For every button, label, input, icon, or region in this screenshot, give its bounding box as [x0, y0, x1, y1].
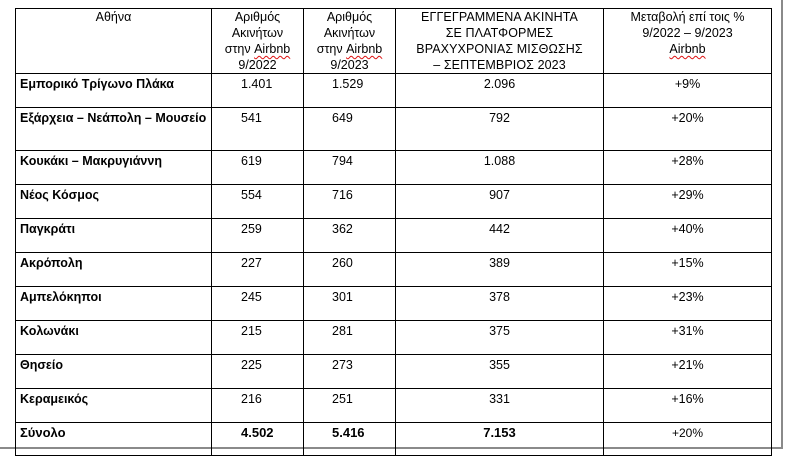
area-cell: Θησείο: [16, 355, 212, 389]
area-cell: Ακρόπολη: [16, 253, 212, 287]
header-airbnb-2022-line1: Αριθμός: [234, 10, 281, 24]
header-listed-line1: ΕΓΓΕΓΡΑΜΜΕΝΑ ΑΚΙΝΗΤΑ: [421, 10, 578, 24]
change-cell: +23%: [604, 287, 772, 321]
table-row: [16, 355, 772, 389]
header-airbnb-2022-line3: στην: [224, 42, 255, 56]
airbnb-2023-cell: 301: [304, 287, 396, 321]
change-cell: +31%: [604, 321, 772, 355]
total-airbnb-2023-cell: 5.416: [304, 423, 396, 456]
table-row: [16, 185, 772, 219]
airbnb-2023-cell: 273: [304, 355, 396, 389]
table-row: [16, 151, 772, 185]
change-cell: +20%: [604, 108, 772, 151]
header-area: [16, 9, 212, 74]
area-cell: Νέος Κόσμος: [16, 185, 212, 219]
table-row: [16, 321, 772, 355]
total-listed-cell: 7.153: [396, 423, 604, 456]
airbnb-2023-cell: 281: [304, 321, 396, 355]
airbnb-2022-cell: 227: [212, 253, 304, 287]
header-airbnb-2022-line2: Ακινήτων: [231, 26, 284, 40]
header-change: [604, 9, 772, 74]
listed-cell: 375: [396, 321, 604, 355]
airbnb-2022-cell: 1.401: [212, 74, 304, 108]
airbnb-2023-cell: 251: [304, 389, 396, 423]
area-cell: Εξάρχεια – Νεάπολη – Μουσείο: [16, 108, 212, 151]
area-cell: Αμπελόκηποι: [16, 287, 212, 321]
change-cell: +29%: [604, 185, 772, 219]
area-cell: Παγκράτι: [16, 219, 212, 253]
header-airbnb-2023-line4: 9/2023: [330, 58, 369, 72]
listed-cell: 792: [396, 108, 604, 151]
table-row: [16, 74, 772, 108]
header-airbnb-2023: [304, 9, 396, 74]
airbnb-athens-table: [15, 8, 772, 456]
airbnb-2022-cell: 216: [212, 389, 304, 423]
header-listed-line2: ΣΕ ΠΛΑΤΦΟΡΜΕΣ: [445, 26, 554, 40]
change-cell: +40%: [604, 219, 772, 253]
listed-cell: 389: [396, 253, 604, 287]
listed-cell: 378: [396, 287, 604, 321]
header-airbnb-2023-line3: στην: [316, 42, 347, 56]
header-change-line1: Μεταβολή επί τοις %: [630, 10, 745, 24]
table-row: [16, 108, 772, 151]
airbnb-2022-cell: 245: [212, 287, 304, 321]
change-cell: +28%: [604, 151, 772, 185]
listed-cell: 331: [396, 389, 604, 423]
header-change-brand: Airbnb: [669, 42, 706, 56]
airbnb-2022-cell: 225: [212, 355, 304, 389]
airbnb-2023-cell: 260: [304, 253, 396, 287]
area-cell: Κεραμεικός: [16, 389, 212, 423]
header-airbnb-2022-line4: 9/2022: [238, 58, 277, 72]
header-listed-properties: [396, 9, 604, 74]
airbnb-2022-cell: 541: [212, 108, 304, 151]
header-airbnb-2023-brand: Airbnb: [346, 42, 383, 56]
listed-cell: 1.088: [396, 151, 604, 185]
airbnb-2022-cell: 215: [212, 321, 304, 355]
table-header-row: [16, 9, 772, 74]
header-change-line2: 9/2022 – 9/2023: [642, 26, 733, 40]
area-cell: Κουκάκι – Μακρυγιάννη: [16, 151, 212, 185]
header-area-label: Αθήνα: [95, 10, 132, 24]
listed-cell: 355: [396, 355, 604, 389]
area-cell: Κολωνάκι: [16, 321, 212, 355]
change-cell: +9%: [604, 74, 772, 108]
airbnb-2023-cell: 362: [304, 219, 396, 253]
header-airbnb-2023-line2: Ακινήτων: [323, 26, 376, 40]
change-cell: +15%: [604, 253, 772, 287]
listed-cell: 2.096: [396, 74, 604, 108]
airbnb-2022-cell: 259: [212, 219, 304, 253]
total-area-cell: Σύνολο: [16, 423, 212, 456]
airbnb-2023-cell: 794: [304, 151, 396, 185]
change-cell: +21%: [604, 355, 772, 389]
header-airbnb-2023-line1: Αριθμός: [326, 10, 373, 24]
change-cell: +16%: [604, 389, 772, 423]
header-listed-line4: – ΣΕΠΤΕΜΒΡΙΟΣ 2023: [433, 58, 566, 72]
header-airbnb-2022-brand: Airbnb: [254, 42, 291, 56]
table-row: [16, 253, 772, 287]
airbnb-2023-cell: 716: [304, 185, 396, 219]
header-airbnb-2022: [212, 9, 304, 74]
listed-cell: 442: [396, 219, 604, 253]
table-row: [16, 389, 772, 423]
airbnb-2023-cell: 649: [304, 108, 396, 151]
area-cell: Εμπορικό Τρίγωνο Πλάκα: [16, 74, 212, 108]
airbnb-2022-cell: 554: [212, 185, 304, 219]
table-row: [16, 219, 772, 253]
listed-cell: 907: [396, 185, 604, 219]
airbnb-2023-cell: 1.529: [304, 74, 396, 108]
total-airbnb-2022-cell: 4.502: [212, 423, 304, 456]
airbnb-2022-cell: 619: [212, 151, 304, 185]
table-row: [16, 287, 772, 321]
header-listed-line3: ΒΡΑΧΥΧΡΟΝΙΑΣ ΜΙΣΘΩΣΗΣ: [416, 42, 583, 56]
total-change-cell: +20%: [604, 423, 772, 456]
